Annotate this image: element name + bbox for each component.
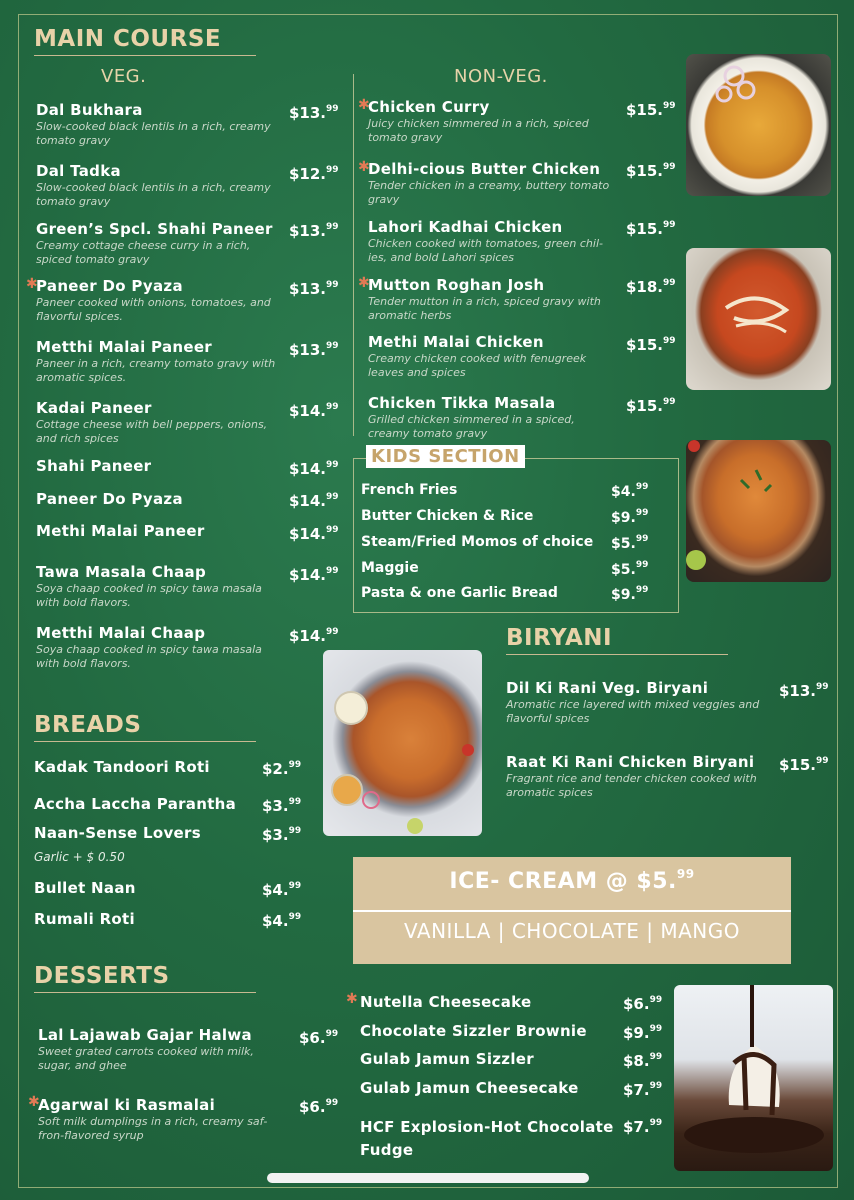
item-name: Kadai Paneer — [36, 399, 152, 417]
menu-item[interactable] — [368, 394, 608, 441]
item-desc: Fragrant rice and tender chicken cooked with aromatic spices — [506, 772, 757, 799]
item-desc: Slow-cooked black lentils in a rich, creamy tomato gravy — [36, 181, 271, 208]
item-price: $12.99 — [289, 165, 339, 183]
menu-item[interactable] — [36, 457, 286, 475]
item-price: $13.99 — [779, 682, 829, 700]
item-price: $14.99 — [289, 525, 339, 543]
item-name: Dal Bukhara — [36, 101, 143, 119]
item-price: $8.99 — [623, 1052, 663, 1070]
item-price: $6.99 — [299, 1098, 339, 1116]
item-name: Methi Malai Chicken — [368, 333, 544, 351]
item-desc: Sweet grated carrots cooked with milk, sugar, and ghee — [38, 1045, 254, 1072]
breads-title: BREADS — [34, 712, 142, 738]
item-price: $14.99 — [289, 566, 339, 584]
item-desc: Paneer cooked with onions, tomatoes, and flavorful spices. — [36, 296, 271, 323]
item-price: $15.99 — [626, 397, 676, 415]
kids-section-title: KIDS SECTION — [366, 445, 525, 468]
cream-swirl-icon — [686, 248, 831, 390]
star-icon: ✱ — [358, 97, 370, 113]
menu-item[interactable] — [36, 490, 286, 508]
menu-item[interactable] — [38, 1026, 288, 1073]
item-price: $7.99 — [623, 1081, 663, 1099]
item-price: $4.99 — [262, 912, 302, 930]
dessert-item[interactable]: Nutella Cheesecake — [360, 993, 532, 1011]
item-desc: Chicken cooked with tomatoes, green chil-ies, and bold Lahori spices — [368, 237, 603, 264]
ice-cream-divider — [353, 910, 791, 912]
item-name: Mutton Roghan Josh — [368, 276, 545, 294]
item-price: $13.99 — [289, 222, 339, 240]
star-icon: ✱ — [28, 1094, 40, 1110]
item-desc: Soya chaap cooked in spicy tawa masala with bold flavors. — [36, 643, 262, 670]
item-price: $15.99 — [626, 220, 676, 238]
kids-item[interactable]: Maggie — [361, 560, 419, 576]
kids-item[interactable]: Butter Chicken & Rice — [361, 508, 534, 524]
item-desc: Paneer in a rich, creamy tomato gravy with aromatic spices. — [36, 357, 276, 384]
menu-item[interactable] — [36, 101, 286, 148]
item-name: Paneer Do Pyaza — [36, 490, 183, 508]
item-name: Shahi Paneer — [36, 457, 152, 475]
item-price: $13.99 — [289, 104, 339, 122]
kids-item[interactable]: Pasta & one Garlic Bread — [361, 585, 558, 601]
menu-item[interactable] — [36, 624, 286, 671]
menu-item[interactable] — [368, 333, 608, 380]
desserts-title: DESSERTS — [34, 963, 170, 989]
item-price: $14.99 — [289, 402, 339, 420]
item-price: $2.99 — [262, 760, 302, 778]
item-desc: Soft milk dumplings in a rich, creamy saf-fron-flavored syrup — [38, 1115, 268, 1142]
ice-cream-title: ICE- CREAM @ $5.99 — [449, 867, 695, 894]
column-divider — [353, 74, 354, 436]
item-desc: Soya chaap cooked in spicy tawa masala with bold flavors. — [36, 582, 262, 609]
biryani-photo — [323, 650, 482, 836]
item-price: $9.99 — [623, 1024, 663, 1042]
item-name: Chicken Curry — [368, 98, 490, 116]
menu-item[interactable] — [506, 679, 771, 726]
menu-item[interactable] — [368, 98, 618, 145]
menu-item[interactable] — [36, 220, 286, 267]
breads-rule — [34, 741, 256, 742]
item-price: $3.99 — [262, 826, 302, 844]
item-name: Agarwal ki Rasmalai — [38, 1096, 216, 1114]
item-desc: Creamy cottage cheese curry in a rich, spiced tomato gravy — [36, 239, 251, 266]
kadai-photo — [686, 440, 831, 582]
biryani-rule — [506, 654, 728, 655]
item-name: Lahori Kadhai Chicken — [368, 218, 563, 236]
scroll-handle[interactable] — [267, 1173, 589, 1183]
ice-cream-flavors: VANILLA | CHOCOLATE | MANGO — [404, 919, 740, 943]
item-price: $18.99 — [626, 278, 676, 296]
main-course-title: MAIN COURSE — [34, 26, 222, 52]
butter-chicken-photo — [686, 248, 831, 390]
item-name: Raat Ki Rani Chicken Biryani — [506, 753, 755, 771]
bread-item[interactable]: Kadak Tandoori Roti — [34, 758, 210, 776]
item-name: Metthi Malai Chaap — [36, 624, 206, 642]
menu-item[interactable] — [36, 338, 286, 385]
biryani-title: BIRYANI — [506, 625, 613, 651]
desserts-rule — [34, 992, 256, 993]
item-desc: Cottage cheese with bell peppers, onions, and rich spices — [36, 418, 268, 445]
menu-item[interactable] — [368, 276, 618, 323]
item-desc: Slow-cooked black lentils in a rich, creamy tomato gravy — [36, 120, 271, 147]
kids-item[interactable]: French Fries — [361, 482, 458, 498]
menu-item[interactable] — [368, 218, 608, 265]
item-price: $13.99 — [289, 280, 339, 298]
item-name: Chicken Tikka Masala — [368, 394, 556, 412]
dessert-item[interactable]: HCF Explosion-Hot Chocolate Fudge — [360, 1118, 614, 1159]
item-price: $15.99 — [626, 101, 676, 119]
item-price: $7.99 — [623, 1118, 663, 1136]
onion-rings-icon — [686, 54, 831, 196]
item-price: $3.99 — [262, 797, 302, 815]
menu-item[interactable] — [36, 162, 286, 209]
item-price: $15.99 — [779, 756, 829, 774]
item-price: $14.99 — [289, 492, 339, 510]
garlic-note: Garlic + $ 0.50 — [34, 850, 125, 864]
star-icon: ✱ — [358, 275, 370, 291]
item-price: $5.99 — [611, 560, 649, 578]
item-price: $15.99 — [626, 162, 676, 180]
nonveg-label: NON-VEG. — [454, 66, 548, 87]
menu-item[interactable] — [38, 1096, 288, 1143]
item-price: $6.99 — [623, 995, 663, 1013]
bread-item[interactable]: Bullet Naan — [34, 879, 136, 897]
item-name: Delhi-cious Butter Chicken — [368, 160, 601, 178]
kids-item[interactable]: Steam/Fried Momos of choice — [361, 534, 594, 550]
menu-item[interactable] — [36, 563, 286, 610]
item-desc: Creamy chicken cooked with fenugreek leaves and spices — [368, 352, 587, 379]
item-name: Dal Tadka — [36, 162, 121, 180]
item-name: Metthi Malai Paneer — [36, 338, 212, 356]
curry-photo — [686, 54, 831, 196]
dessert-item[interactable]: Gulab Jamun Cheesecake — [360, 1079, 579, 1097]
dessert-item[interactable]: Gulab Jamun Sizzler — [360, 1050, 534, 1068]
menu-item[interactable] — [36, 277, 286, 324]
garnish-icon — [686, 440, 831, 582]
bread-item[interactable]: Accha Laccha Parantha — [34, 795, 237, 813]
bread-item[interactable]: Naan-Sense Lovers — [34, 824, 201, 842]
star-icon: ✱ — [358, 159, 370, 175]
item-desc: Aromatic rice layered with mixed veggies and flavorful spices — [506, 698, 760, 725]
item-name: Dil Ki Rani Veg. Biryani — [506, 679, 709, 697]
item-price: $4.99 — [611, 482, 649, 500]
item-price: $9.99 — [611, 585, 649, 603]
menu-item[interactable] — [36, 399, 286, 446]
item-price: $5.99 — [611, 534, 649, 552]
menu-item[interactable] — [36, 522, 286, 540]
item-name: Methi Malai Paneer — [36, 522, 205, 540]
item-price: $15.99 — [626, 336, 676, 354]
item-name: Green’s Spcl. Shahi Paneer — [36, 220, 273, 238]
item-name: Paneer Do Pyaza — [36, 277, 183, 295]
item-desc: Tender mutton in a rich, spiced gravy with aromatic herbs — [368, 295, 601, 322]
ice-cream-scoop-icon — [674, 985, 833, 1171]
item-price: $14.99 — [289, 627, 339, 645]
item-desc: Tender chicken in a creamy, buttery tomato gravy — [368, 179, 610, 206]
star-icon: ✱ — [346, 991, 358, 1007]
ice-cream-box — [353, 857, 791, 964]
sundae-photo — [674, 985, 833, 1171]
item-price: $14.99 — [289, 460, 339, 478]
item-desc: Juicy chicken simmered in a rich, spiced tomato gravy — [368, 117, 589, 144]
dessert-item[interactable]: Chocolate Sizzler Brownie — [360, 1022, 587, 1040]
item-name: Lal Lajawab Gajar Halwa — [38, 1026, 252, 1044]
biryani-garnish-icon — [323, 650, 482, 836]
item-price: $4.99 — [262, 881, 302, 899]
item-price: $9.99 — [611, 508, 649, 526]
item-price: $6.99 — [299, 1029, 339, 1047]
item-name: Tawa Masala Chaap — [36, 563, 206, 581]
menu-item[interactable] — [368, 160, 618, 207]
item-price: $13.99 — [289, 341, 339, 359]
main-course-rule — [34, 55, 256, 56]
menu-item[interactable] — [506, 753, 771, 800]
item-desc: Grilled chicken simmered in a spiced, creamy tomato gravy — [368, 413, 575, 440]
bread-item[interactable]: Rumali Roti — [34, 910, 135, 928]
star-icon: ✱ — [26, 276, 38, 292]
veg-label: VEG. — [101, 66, 147, 87]
